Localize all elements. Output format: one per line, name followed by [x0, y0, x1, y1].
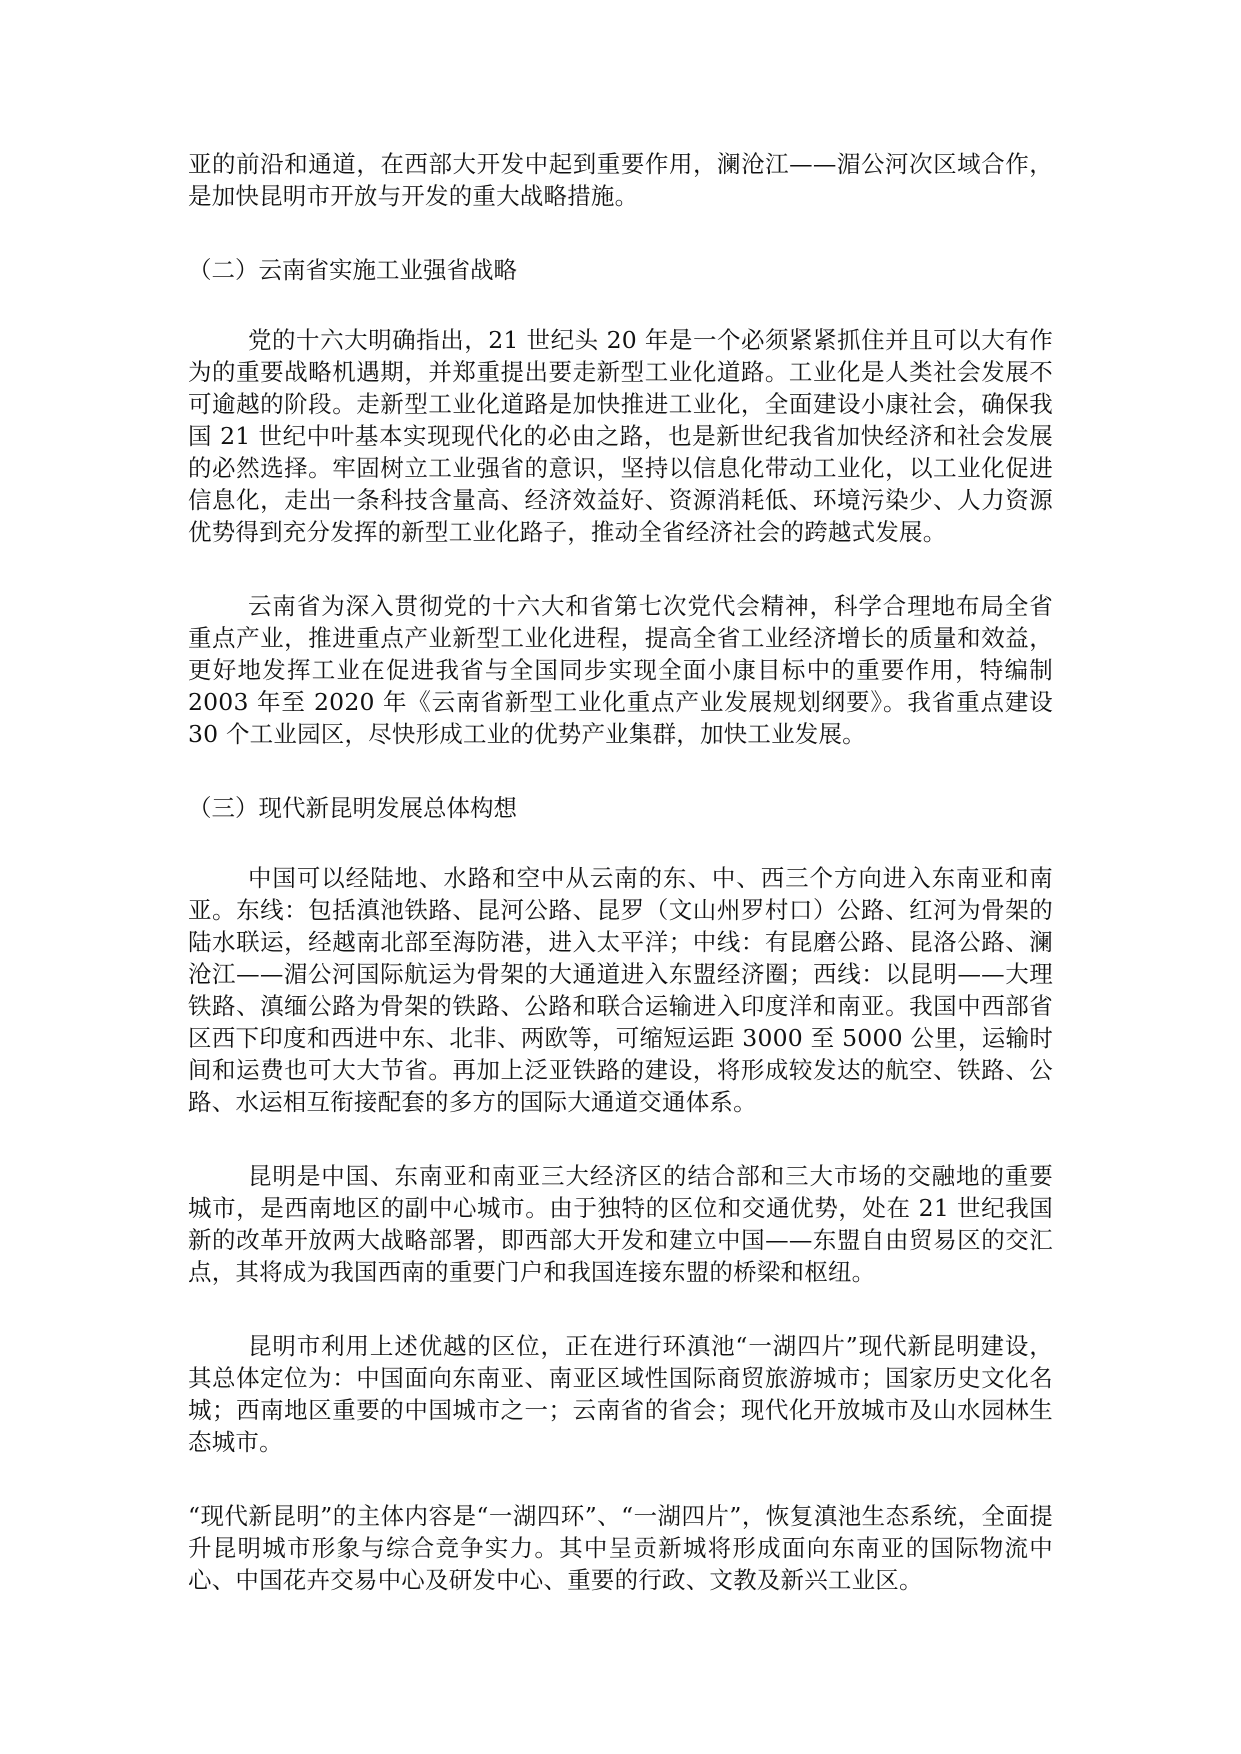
paragraph-modern-kunming: “现代新昆明”的主体内容是“一湖四环”、“一湖四片”，恢复滇池生态系统，全面提升昆明城市形象与综合竞争实力。其中呈贡新城将形成面向东南亚的国际物流中心、中国花卉交易中心及研发中心、重要的行政、文教及新兴工业区。 [188, 1502, 1053, 1594]
spacer [188, 1288, 1053, 1330]
spacer [188, 212, 1053, 254]
paragraph-continued: 亚的前沿和通道，在西部大开发中起到重要作用，澜沧江——湄公河次区域合作，是加快昆明市开放与开发的重大战略措施。 [188, 150, 1053, 210]
document-body [188, 148, 1053, 1596]
spacer [188, 750, 1053, 792]
paragraph-industrial-strategy: 党的十六大明确指出，21 世纪头 20 年是一个必须紧紧抓住并且可以大有作为的重要战略机遇期，并郑重提出要走新型工业化道路。工业化是人类社会发展不可逾越的阶段。走新型工业化道路是加快推进工业化，全面建设小康社会，确保我国 21 世纪中叶基本实现现代化的必由之路，也是新世纪我省加快经济和社会发展的必然选择。牢固树立工业强省的意识，坚持以信息化带动工业化，以工业化促进信息化，走出一条科技含量高、经济效益好、资源消耗低、环境污染少、人力资源优势得到充分发挥的新型工业化路子，推动全省经济社会的跨越式发展。 [188, 326, 1053, 546]
paragraph-international-routes: 中国可以经陆地、水路和空中从云南的东、中、西三个方向进入东南亚和南亚。东线：包括滇池铁路、昆河公路、昆罗（文山州罗村口）公路、红河为骨架的陆水联运，经越南北部至海防港，进入太平洋；中线：有昆磨公路、昆洛公路、澜沧江——湄公河国际航运为骨架的大通道进入东盟经济圈；西线：以昆明——大理铁路、滇缅公路为骨架的铁路、公路和联合运输进入印度洋和南亚。我国中西部省区西下印度和西进中东、北非、两欧等，可缩短运距 3000 至 5000 公里，运输时间和运费也可大大节省。再加上泛亚铁路的建设，将形成较发达的航空、铁路、公路、水运相互衔接配套的多方的国际大通道交通体系。 [188, 864, 1053, 1116]
spacer [188, 286, 1053, 324]
spacer [188, 1118, 1053, 1160]
paragraph-kunming-construction: 昆明市利用上述优越的区位，正在进行环滇池“一湖四片”现代新昆明建设，其总体定位为：中国面向东南亚、南亚区域性国际商贸旅游城市；国家历史文化名城；西南地区重要的中国城市之一；云南省的省会；现代化开放城市及山水园林生态城市。 [188, 1332, 1053, 1456]
section-heading-2: （二）云南省实施工业强省战略 [188, 256, 517, 284]
paragraph-yunnan-plan: 云南省为深入贯彻党的十六大和省第七次党代会精神，科学合理地布局全省重点产业，推进重点产业新型工业化进程，提高全省工业经济增长的质量和效益，更好地发挥工业在促进我省与全国同步实现全面小康目标中的重要作用，特编制 2003 年至 2020 年《云南省新型工业化重点产业发展规划纲要》。我省重点建设 30 个工业园区，尽快形成工业的优势产业集群，加快工业发展。 [188, 592, 1053, 748]
paragraph-kunming-position: 昆明是中国、东南亚和南亚三大经济区的结合部和三大市场的交融地的重要城市，是西南地区的副中心城市。由于独特的区位和交通优势，处在 21 世纪我国新的改革开放两大战略部署，即西部大开发和建立中国——东盟自由贸易区的交汇点，其将成为我国西南的重要门户和我国连接东盟的桥梁和枢纽。 [188, 1162, 1053, 1286]
spacer [188, 548, 1053, 590]
section-heading-3: （三）现代新昆明发展总体构想 [188, 794, 517, 822]
spacer [188, 1458, 1053, 1500]
spacer [188, 824, 1053, 862]
